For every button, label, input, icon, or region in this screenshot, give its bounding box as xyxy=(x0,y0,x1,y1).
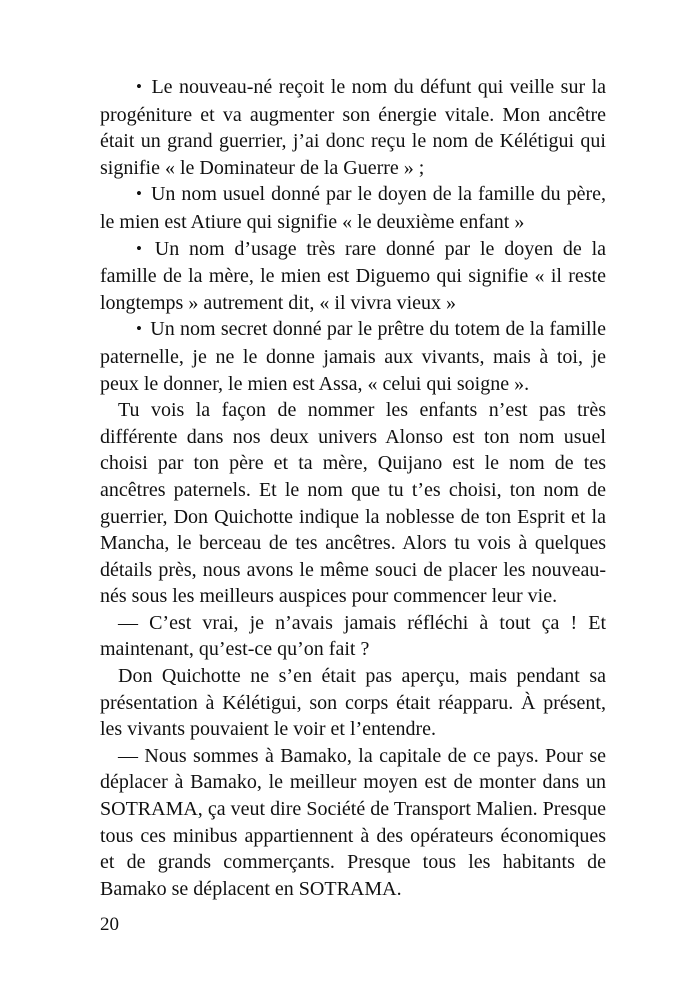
bullet-paragraph xyxy=(100,181,606,235)
dialogue-paragraph: — C’est vrai, je n’avais jamais réfléchi à tout ça ! Et maintenant, qu’est-ce qu’on fait ? xyxy=(100,611,606,661)
page-number: 20 xyxy=(100,914,119,935)
paragraph-text: Un nom usuel donné par le doyen de la famille du père, le mien est Atiure qui signifie « le deuxième enfant » xyxy=(100,183,607,233)
bullet-icon: • xyxy=(136,319,142,339)
bullet-paragraph xyxy=(100,236,606,317)
bullet-icon: • xyxy=(136,77,142,96)
dialogue-paragraph: — Nous sommes à Bamako, la capitale de ce pays. Pour se déplacer à Bamako, le meilleur moyen est de monter dans un SOTRAMA, ça veut dire Société de Transport Malien. Presque tous ces minibus appartiennent à des opérateurs économiques et de grands commerçants. Presque tous les habitants de Bamako se déplacent en SOTRAMA. xyxy=(100,744,606,900)
paragraph: Don Quichotte ne s’en était pas aperçu, mais pendant sa présentation à Kélétigui, son corps était réapparu. À présent, les vivants pouvaient le voir et l’entendre. xyxy=(100,665,606,741)
paragraph: Tu vois la façon de nommer les enfants n’est pas très différente dans nos deux univers Alonso est ton nom usuel choisi par ton père et ta mère, Quijano est le nom de tes ancêtres paternels. Et le nom que tu t’es choisi, ton nom de guerrier, Don Quichotte indique la noblesse de ton Esprit et la Mancha, le berceau de tes ancêtres. Alors tu vois à quelques détails près, nous avons le même souci de placer les nouveau-nés sous les meilleurs auspices pour commencer leur vie. xyxy=(100,399,606,608)
paragraph-text: Un nom d’usage très rare donné par le doyen de la famille de la mère, le mien est Diguemo qui signifie « il reste longtemps » autrement dit, « il vivra vieux » xyxy=(100,237,607,314)
paragraph-text: Le nouveau-né reçoit le nom du défunt qui veille sur la progéniture et va augmenter son énergie vitale. Mon ancêtre était un grand guerrier, j’ai donc reçu le nom de Kélétigui qui signifie « le Dominateur de la Guerre » ; xyxy=(100,76,607,179)
bullet-icon: • xyxy=(136,238,142,258)
bullet-paragraph xyxy=(100,316,606,397)
bullet-icon: • xyxy=(136,184,142,204)
bullet-paragraph xyxy=(100,74,606,181)
paragraph-text: Un nom secret donné par le prêtre du totem de la famille paternelle, je ne le donne jamais aux vivants, mais à toi, je peux le donner, le mien est Assa, « celui qui soigne ». xyxy=(100,318,607,395)
page-body xyxy=(100,74,606,902)
